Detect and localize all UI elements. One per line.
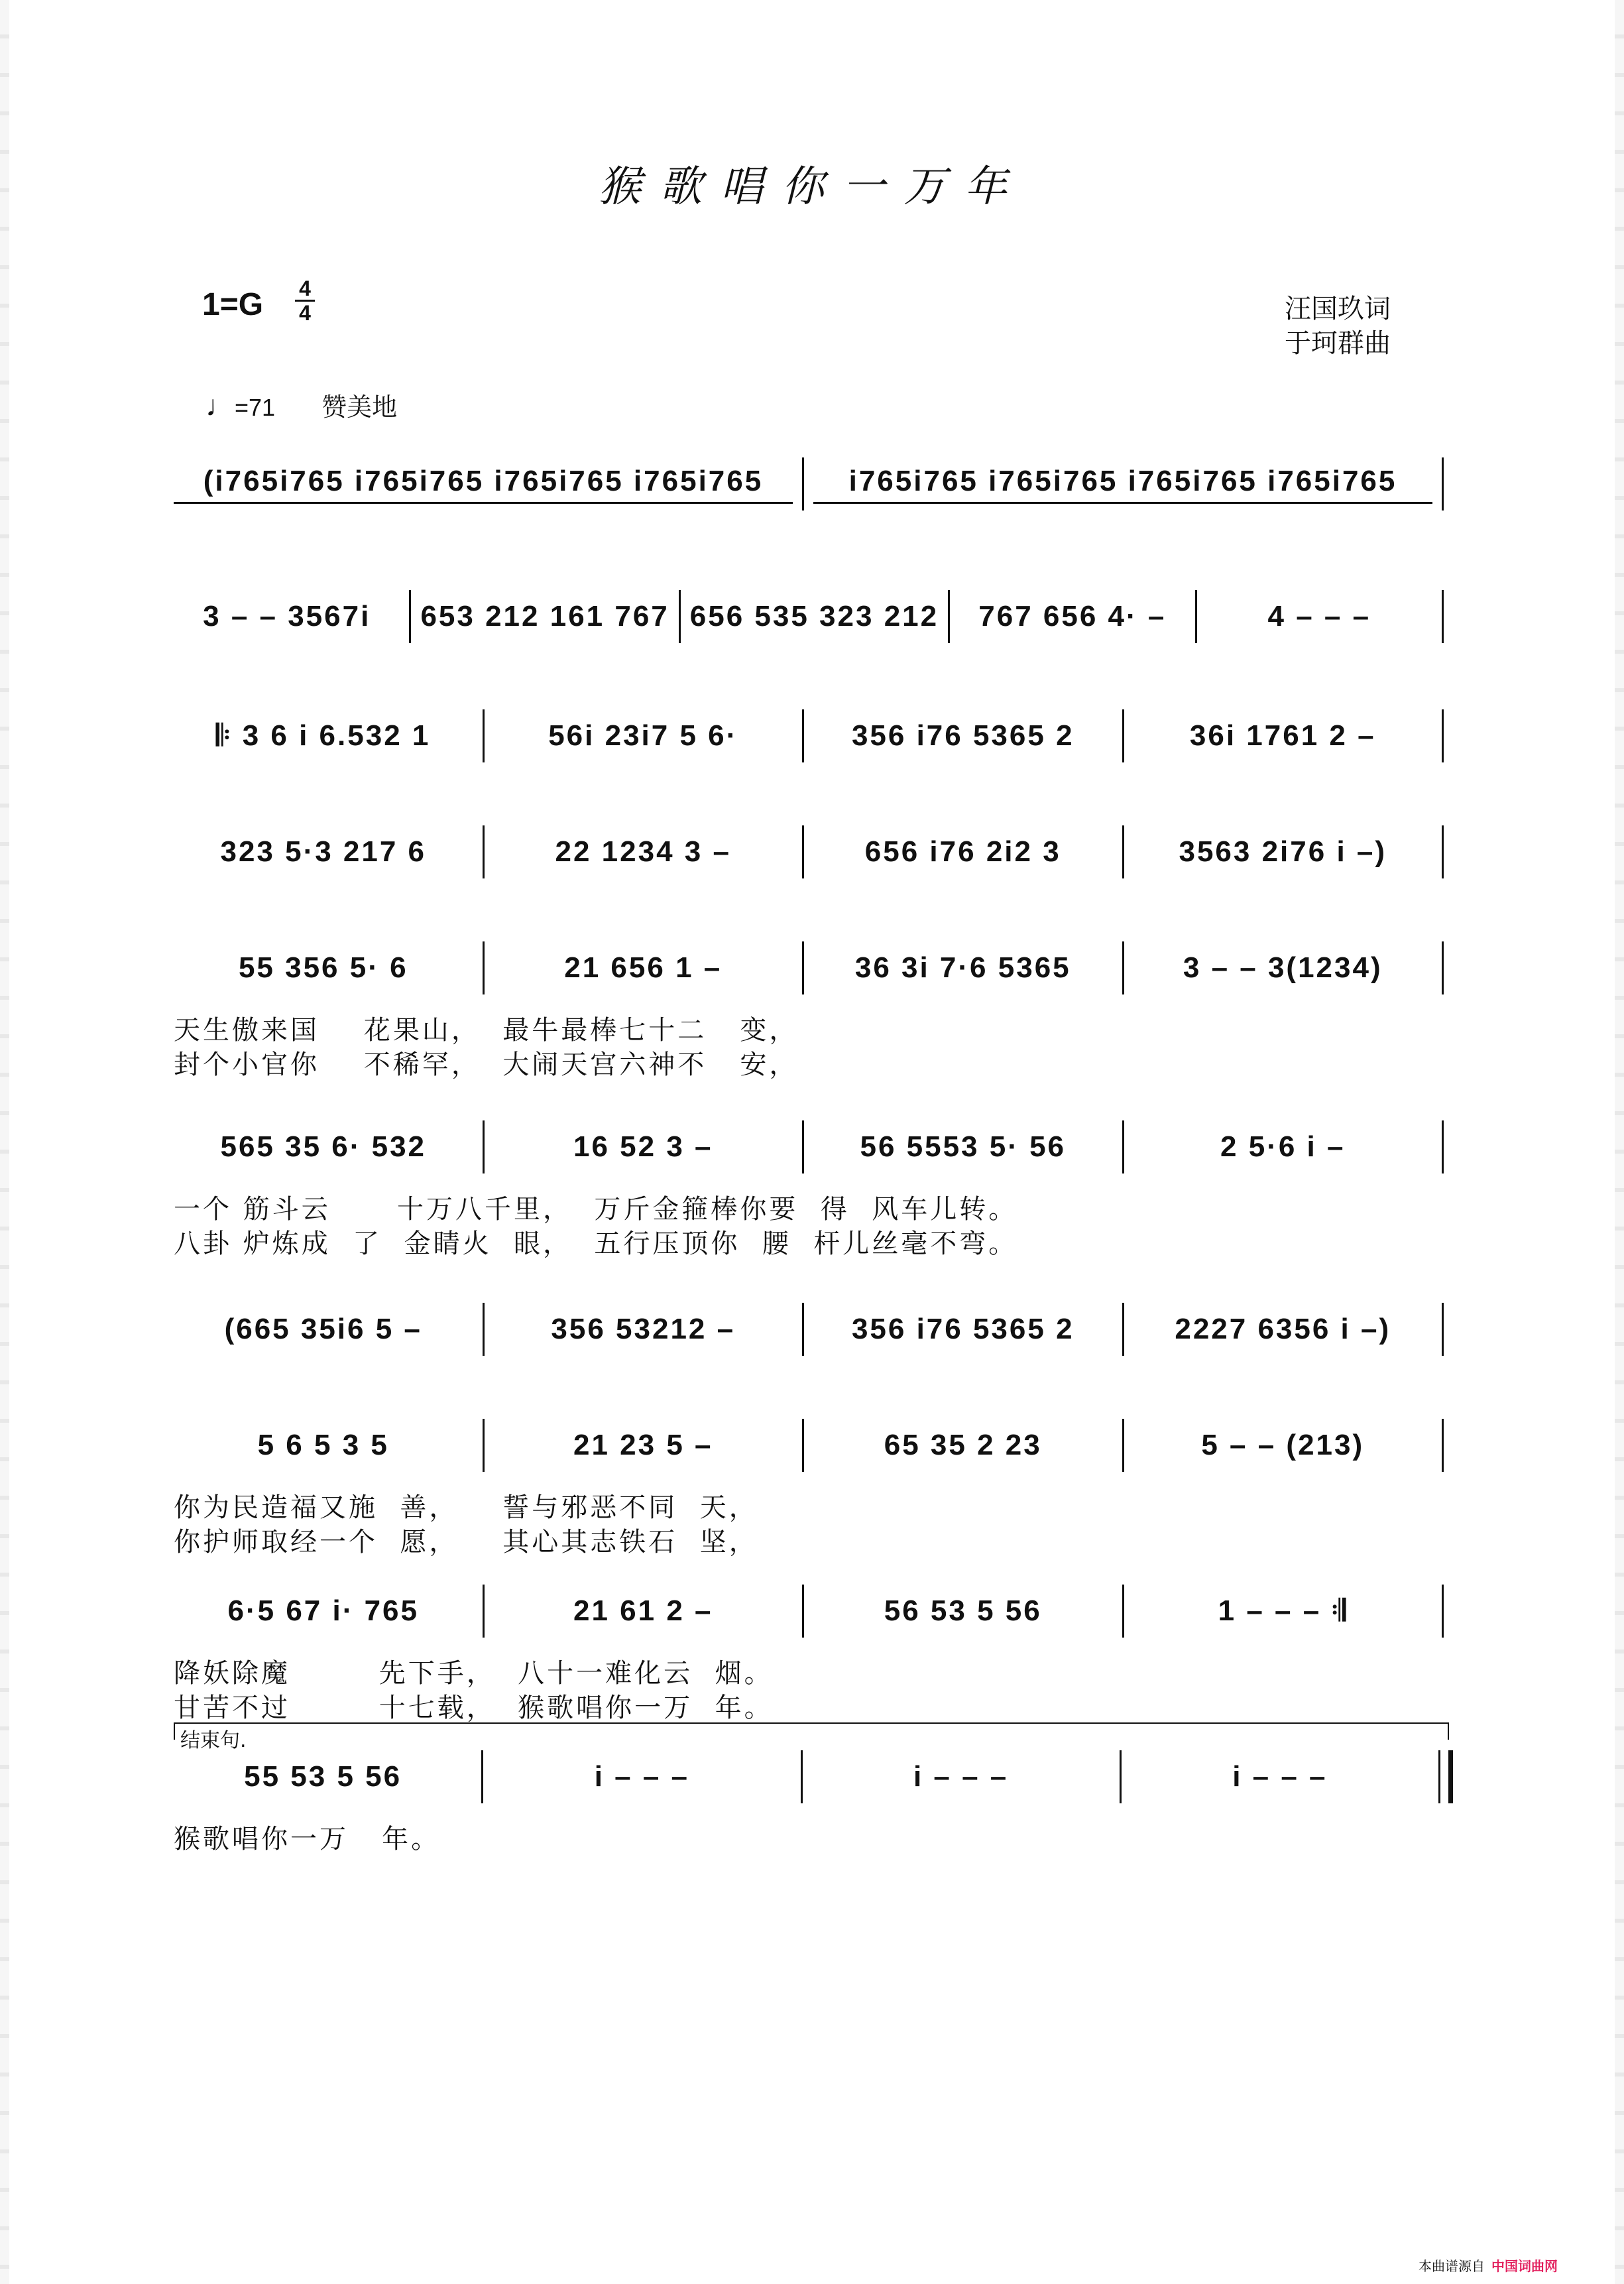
measure: 2227 6356 i –) [1175,1313,1391,1345]
measure: i – – – [594,1760,690,1793]
measure: 656 535 323 212 [689,600,939,632]
measure: 𝄆 3 6 i 6.532 1 [216,719,431,752]
coda-label: 结束句. [180,1729,247,1752]
measure: 56 53 5 56 [884,1594,1042,1627]
barline [1442,457,1444,511]
notation-row [174,709,1453,762]
barline [1442,1419,1444,1472]
measure: 55 53 5 56 [244,1760,402,1793]
footer-source [1419,2255,1558,2275]
barline [483,1585,485,1638]
measure: 65 35 2 23 [884,1429,1042,1461]
barline [1442,1585,1444,1638]
measure: 356 53212 – [551,1313,736,1345]
credits [1285,292,1391,361]
barline [1122,1303,1124,1356]
measure: 55 356 5· 6 [238,951,408,984]
barline [948,590,950,643]
measure: 5 6 5 3 5 [257,1429,389,1461]
measure: 21 23 5 – [573,1429,713,1461]
barline [802,941,804,994]
barline [802,1120,804,1173]
score-system [174,1585,1453,1725]
barline [483,1120,485,1173]
measure: 21 656 1 – [564,951,723,984]
barline [1122,709,1124,762]
score-system [174,1120,1453,1261]
barline [802,709,804,762]
barline [483,941,485,994]
measure: 2 5·6 i – [1220,1130,1346,1163]
time-signature [295,277,315,324]
lyrics-line: 八卦 炉炼成 了 金睛火 眼， 五行压顶你 腰 杆儿丝毫不弯。 [174,1229,1018,1259]
barline [483,709,485,762]
measure: i765i765 i765i765 i765i765 i765i765 [813,465,1432,504]
measure: 56 5553 5· 56 [860,1130,1067,1163]
lyrics-line: 降妖除魔 先下手， 八十一难化云 烟。 [174,1658,774,1689]
score-system [174,1419,1453,1559]
measure: 21 61 2 – [573,1594,713,1627]
right-margin-strip [1615,0,1624,2284]
measure: 653 212 161 767 [420,600,669,632]
barline [481,1750,483,1803]
barline [409,590,411,643]
notation-row [174,1120,1453,1173]
score-system [174,825,1453,878]
barline [1122,1120,1124,1173]
measure: 5 – – (213) [1201,1429,1365,1461]
barline [1442,590,1444,643]
barline [1442,1120,1444,1173]
barline [679,590,681,643]
time-signature-bottom: 4 [299,301,311,325]
lyrics-line: 天生傲来国 花果山， 最牛最棒七十二 变， [174,1015,799,1046]
measure: 4 – – – [1267,600,1371,632]
composer: 于珂群曲 [1285,328,1391,359]
score-system [174,941,1453,1082]
coda-bracket [174,1722,1449,1740]
score-system [174,1750,1453,1856]
measure: 36 3i 7·6 5365 [854,951,1071,984]
footer-source-text: 本曲谱源自 [1419,2259,1485,2274]
measure: 3 – – 3(1234) [1183,951,1383,984]
barline [802,1303,804,1356]
measure: 22 1234 3 – [555,835,731,868]
measure: 565 35 6· 532 [220,1130,427,1163]
notation-row [174,457,1453,511]
lyrics-line: 甘苦不过 十七载， 猴歌唱你一万 年。 [174,1693,774,1723]
notation-row [174,941,1453,994]
barline [1122,941,1124,994]
measure: 767 656 4· – [978,600,1167,632]
measure: (665 35i6 5 – [224,1313,422,1345]
measure: 323 5·3 217 6 [220,835,427,868]
measure: i – – – [913,1760,1009,1793]
measure: (i765i765 i765i765 i765i765 i765i765 [174,465,793,504]
barline [1122,825,1124,878]
footer-site: 中国词曲网 [1491,2259,1558,2274]
measure: 3 – – 3567i [203,600,371,632]
tempo-marking [205,387,397,423]
measure: 3563 2i76 i –) [1179,835,1387,868]
measure: 56i 23i7 5 6· [548,719,738,752]
lyrics-line: 一个 筋斗云 十万八千里， 万斤金箍棒你要 得 风车儿转。 [174,1194,1018,1225]
measure: i – – – [1232,1760,1328,1793]
score-system [174,1303,1453,1356]
notation-row [174,1303,1453,1356]
barline [802,1419,804,1472]
barline [1442,1303,1444,1356]
lyrics-line: 猴歌唱你一万 年。 [174,1824,441,1854]
measure: 36i 1761 2 – [1189,719,1376,752]
barline [802,457,804,511]
measure: 356 i76 5365 2 [851,719,1074,752]
measure: 1 – – – 𝄇 [1218,1594,1348,1627]
lyrics-line: 你护师取经一个 愿， 其心其志铁石 坚， [174,1527,758,1557]
expression-mark: 赞美地 [321,392,398,422]
measure: 656 i76 2i2 3 [864,835,1061,868]
barline [1442,941,1444,994]
key-signature: 1=G [202,287,264,322]
left-margin-strip [0,0,9,2284]
barline [483,1303,485,1356]
quarter-note-icon: ♩ [205,390,235,422]
time-signature-top: 4 [299,276,311,300]
notation-row [174,1750,1453,1803]
tempo-value: =71 [235,394,276,421]
lyricist: 汪国玖词 [1285,294,1391,324]
barline [1122,1419,1124,1472]
score-system [174,709,1453,762]
barline [802,825,804,878]
barline [1442,709,1444,762]
barline [1195,590,1197,643]
lyrics-line: 封个小官你 不稀罕， 大闹天宫六神不 安， [174,1050,799,1080]
lyrics-line: 你为民造福又施 善， 誓与邪恶不同 天， [174,1492,758,1523]
barline [1442,825,1444,878]
measure: 356 i76 5365 2 [851,1313,1074,1345]
barline [802,1585,804,1638]
final-barline [1438,1750,1453,1803]
notation-row [174,1585,1453,1638]
measure: 16 52 3 – [573,1130,713,1163]
song-title: 猴歌唱你一万年 [599,162,1025,211]
barline [1120,1750,1122,1803]
barline [1122,1585,1124,1638]
measure: 6·5 67 i· 765 [227,1594,419,1627]
barline [801,1750,803,1803]
notation-row [174,825,1453,878]
score-system [174,590,1453,643]
notation-row [174,1419,1453,1472]
notation-row [174,590,1453,643]
barline [483,825,485,878]
barline [483,1419,485,1472]
score-system [174,457,1453,511]
